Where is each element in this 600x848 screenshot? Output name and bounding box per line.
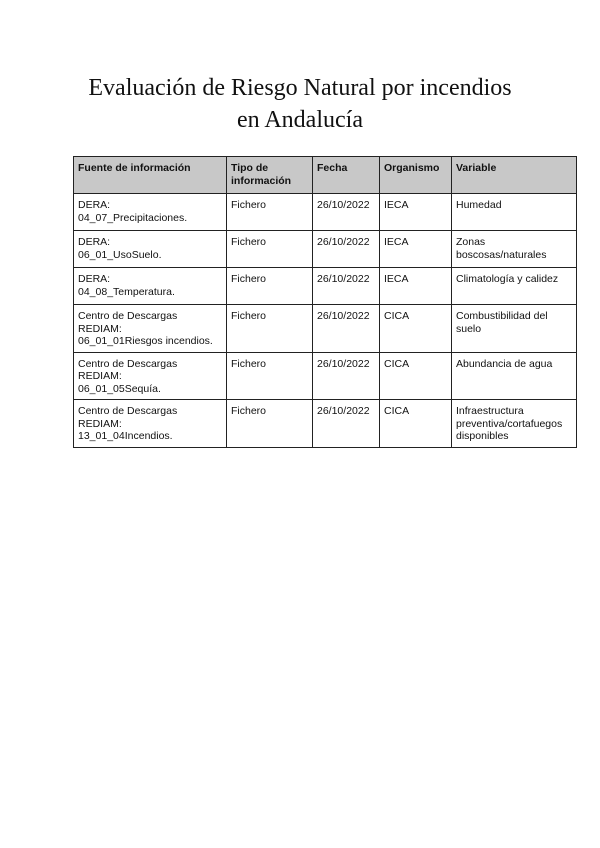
fuente-line: DERA:	[78, 199, 111, 211]
fuente-line: REDIAM:	[78, 370, 122, 382]
cell-variable: Zonas boscosas/naturales	[452, 231, 577, 268]
table-header-row	[74, 157, 577, 194]
cell-organismo: CICA	[380, 352, 452, 400]
fuente-line: Centro de Descargas	[78, 405, 178, 417]
cell-variable: Combustibilidad del suelo	[452, 305, 577, 353]
fuente-line: REDIAM:	[78, 417, 122, 430]
cell-fecha: 26/10/2022	[313, 305, 380, 353]
fuente-line: 06_01_05Sequía.	[78, 382, 161, 395]
cell-tipo: Fichero	[227, 352, 313, 400]
cell-tipo: Fichero	[227, 194, 313, 231]
fuente-line: Centro de Descargas	[78, 357, 178, 370]
header-fecha: Fecha	[313, 157, 380, 194]
cell-organismo: IECA	[380, 194, 452, 231]
cell-tipo: Fichero	[227, 231, 313, 268]
sources-table	[73, 156, 577, 448]
cell-variable: Abundancia de agua	[452, 352, 577, 400]
cell-organismo: CICA	[380, 305, 452, 353]
document-title	[0, 72, 600, 136]
cell-tipo: Fichero	[227, 305, 313, 353]
cell-fecha: 26/10/2022	[313, 400, 380, 448]
cell-organismo: CICA	[380, 400, 452, 448]
table-row	[74, 352, 577, 400]
cell-fecha: 26/10/2022	[313, 194, 380, 231]
header-fuente: Fuente de información	[74, 157, 227, 194]
cell-fuente	[74, 194, 227, 231]
cell-fuente	[74, 231, 227, 268]
fuente-line: 04_07_Precipitaciones.	[78, 211, 188, 224]
cell-variable: Humedad	[452, 194, 577, 231]
header-organismo: Organismo	[380, 157, 452, 194]
cell-variable: Infraestructura preventiva/cortafuegos disponibles	[452, 400, 577, 448]
cell-tipo: Fichero	[227, 268, 313, 305]
table-row	[74, 268, 577, 305]
table-row	[74, 194, 577, 231]
fuente-line: DERA:	[78, 236, 111, 248]
cell-fecha: 26/10/2022	[313, 231, 380, 268]
cell-tipo: Fichero	[227, 400, 313, 448]
cell-organismo: IECA	[380, 231, 452, 268]
title-line-1: Evaluación de Riesgo Natural por incendios	[88, 75, 512, 101]
fuente-line: 13_01_04Incendios.	[78, 430, 173, 442]
fuente-line: 06_01_UsoSuelo.	[78, 248, 162, 261]
cell-variable: Climatología y calidez	[452, 268, 577, 305]
cell-fuente	[74, 268, 227, 305]
fuente-line: Centro de Descargas	[78, 310, 178, 322]
cell-fuente	[74, 400, 227, 448]
cell-fuente	[74, 305, 227, 353]
cell-organismo: IECA	[380, 268, 452, 305]
cell-fecha: 26/10/2022	[313, 268, 380, 305]
header-variable: Variable	[452, 157, 577, 194]
fuente-line: DERA:	[78, 273, 111, 285]
title-line-2: en Andalucía	[237, 107, 363, 133]
table-row	[74, 305, 577, 353]
table-row	[74, 400, 577, 448]
fuente-line: 04_08_Temperatura.	[78, 285, 175, 298]
cell-fecha: 26/10/2022	[313, 352, 380, 400]
cell-fuente	[74, 352, 227, 400]
fuente-line: REDIAM:	[78, 322, 122, 335]
header-tipo: Tipo de información	[227, 157, 313, 194]
fuente-line: 06_01_01Riesgos incendios.	[78, 335, 213, 347]
table-row	[74, 231, 577, 268]
